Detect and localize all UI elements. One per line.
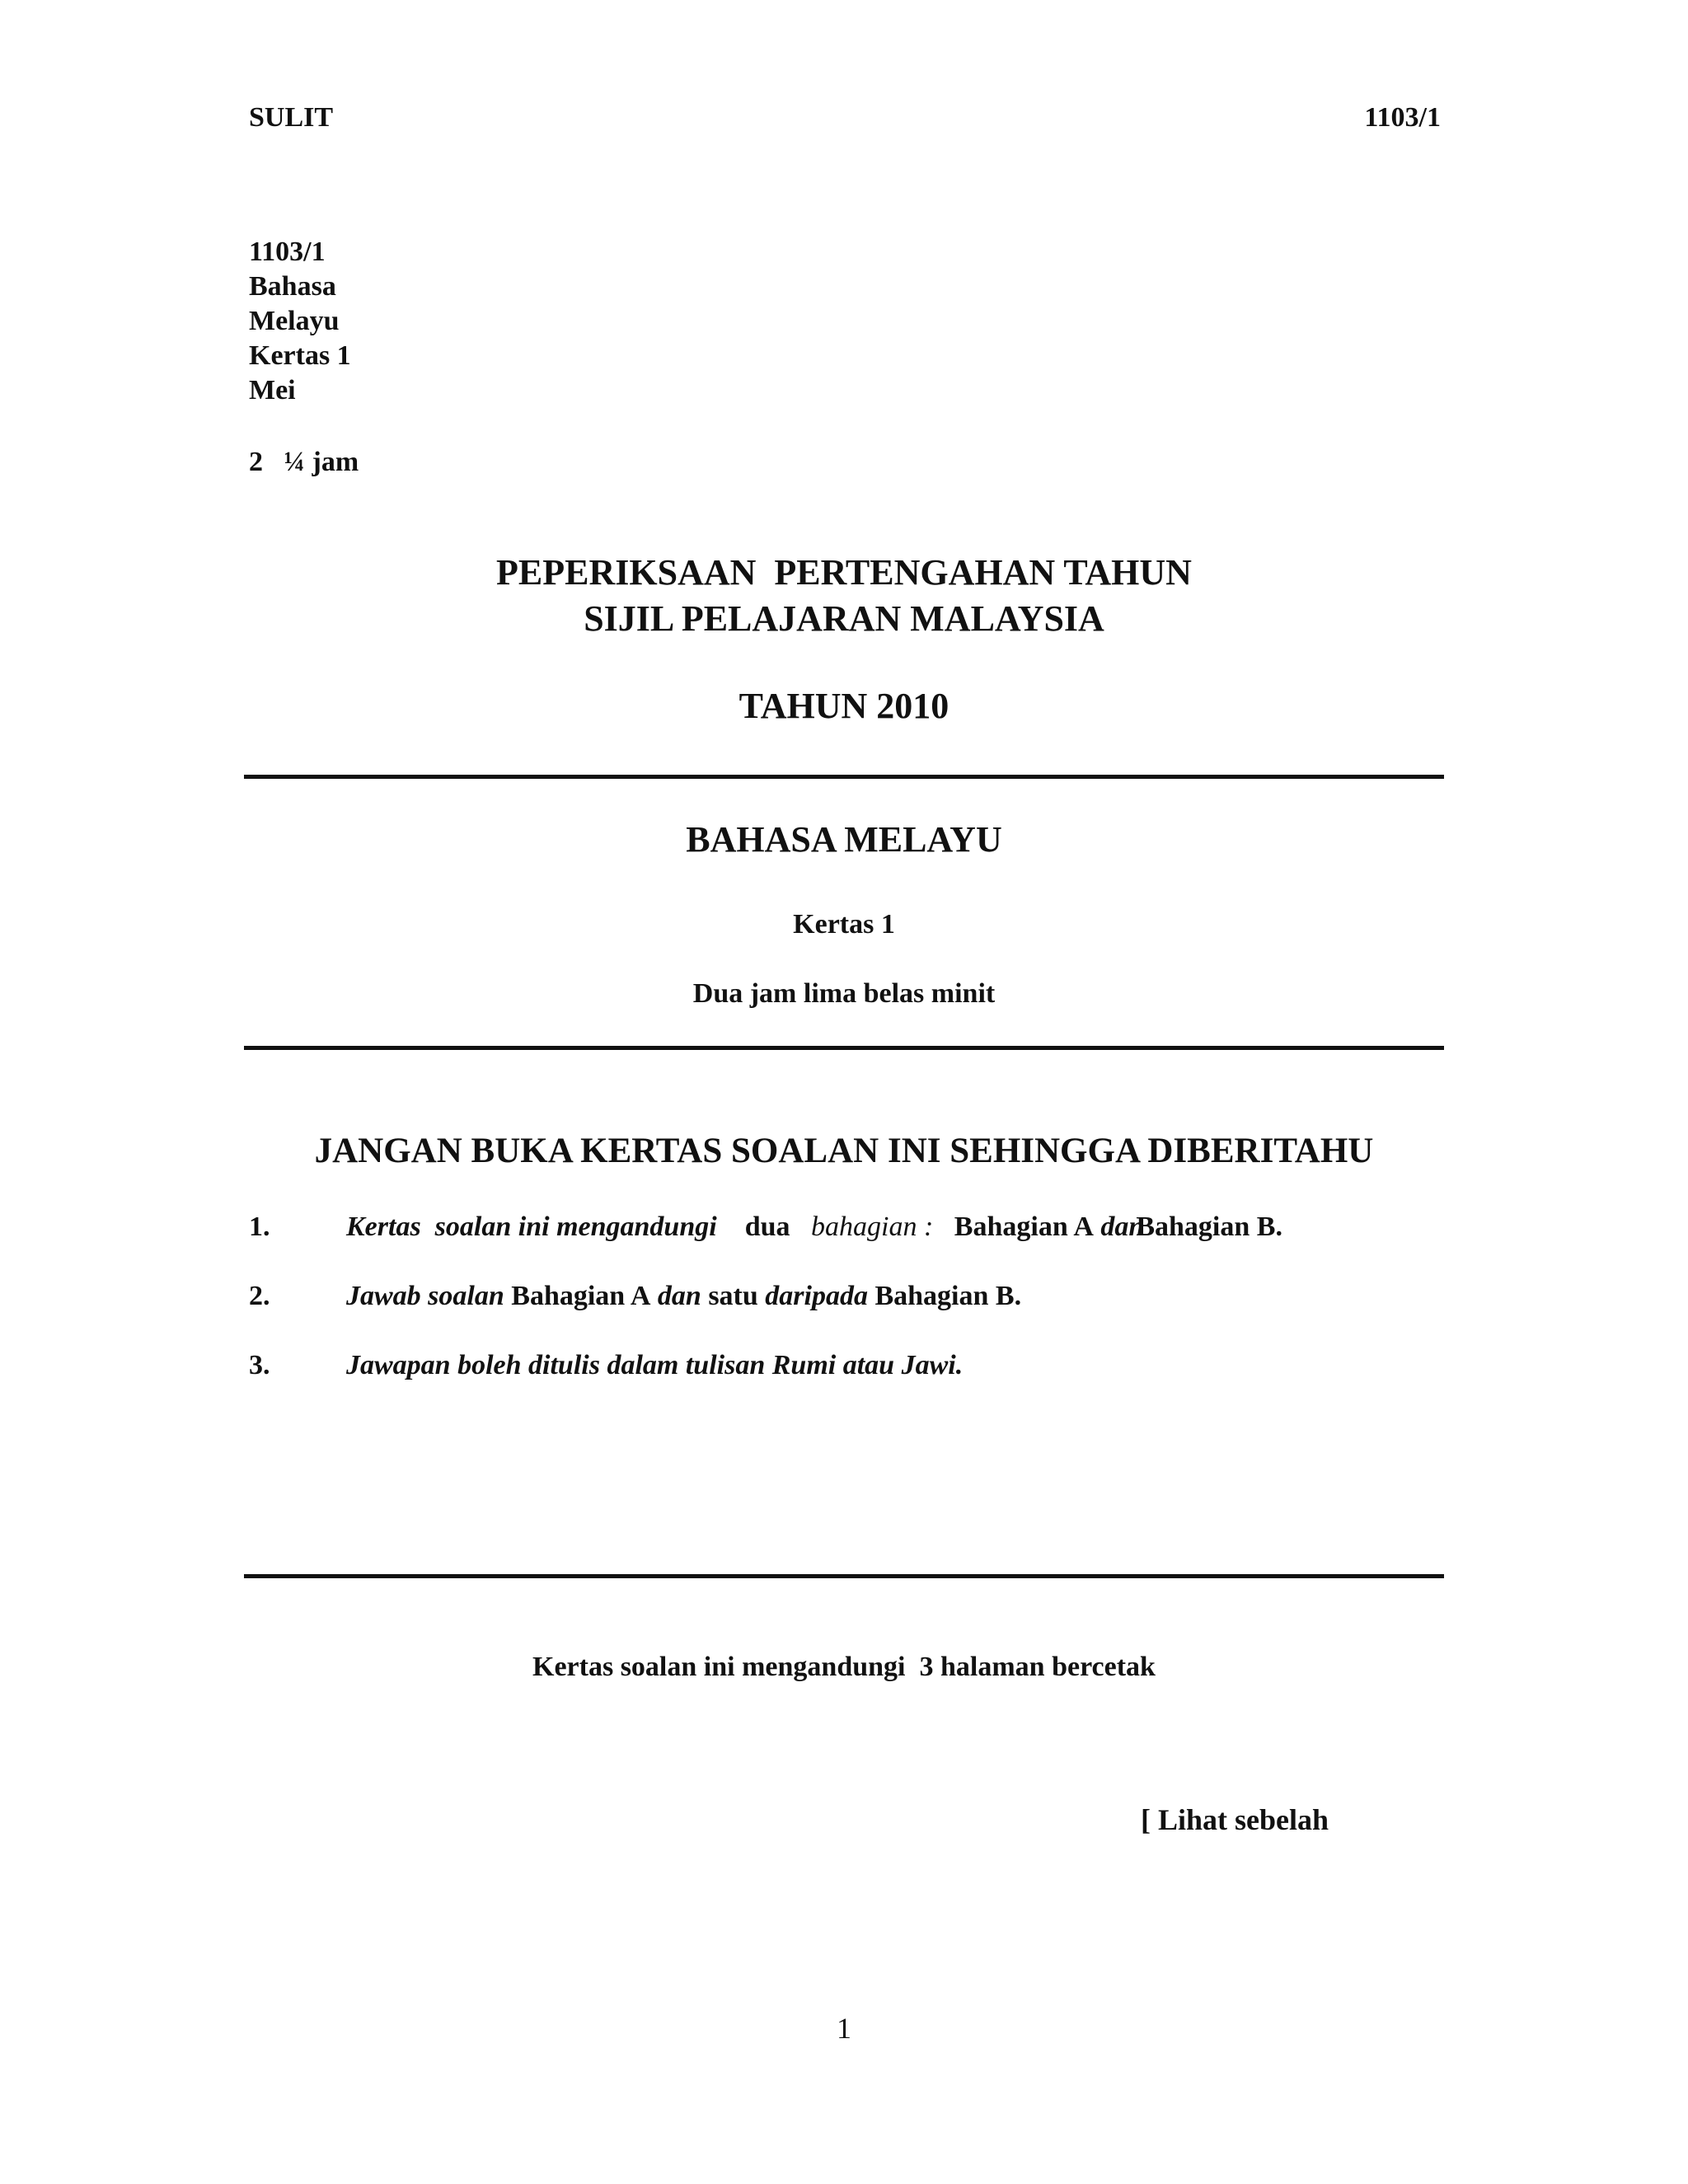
instruction-number: 3.: [249, 1350, 270, 1380]
instruction-text: Bahagian B.: [874, 1281, 1022, 1311]
instruction-item: [249, 1348, 963, 1383]
page-number: 1: [837, 2012, 851, 2045]
exam-title: PEPERIKSAAN PERTENGAHAN TAHUN: [496, 552, 1192, 593]
instruction-text: dua: [744, 1212, 790, 1242]
instruction-text: daripada: [765, 1281, 868, 1311]
subject-block-line: Melayu: [249, 306, 340, 336]
instruction-text: Bahagian A: [954, 1212, 1094, 1242]
instruction-text: Jawab soalan: [346, 1281, 504, 1311]
instruction-text: satu: [708, 1281, 758, 1311]
subject-block-line: Bahasa: [249, 271, 336, 302]
instruction-text: dan: [1100, 1212, 1145, 1242]
instruction-text: Kertas soalan ini mengandungi: [346, 1212, 717, 1242]
instruction-text: dan: [657, 1281, 701, 1311]
instruction-text: bahagian :: [811, 1212, 934, 1242]
subject-block-line: 1103/1: [249, 237, 326, 267]
instruction-text: Bahagian A: [511, 1281, 651, 1311]
instruction-number: 2.: [249, 1281, 270, 1311]
paper-code: 1103/1: [1364, 102, 1441, 133]
duration-long: Dua jam lima belas minit: [692, 978, 996, 1009]
subject-block: [249, 235, 351, 408]
subject-block-line: Kertas 1: [249, 340, 351, 371]
pages-note: Kertas soalan ini mengandungi 3 halaman bercetak: [532, 1652, 1156, 1682]
certificate-title: SIJIL PELAJARAN MALAYSIA: [584, 598, 1104, 639]
subject-title: BAHASA MELAYU: [686, 819, 1002, 860]
exam-year: TAHUN 2010: [738, 686, 950, 726]
instruction-item: [249, 1279, 1021, 1314]
divider-line: [244, 1574, 1444, 1578]
paper-label: Kertas 1: [793, 909, 895, 940]
subject-block-line: Mei: [249, 375, 296, 405]
instruction-text: Jawapan boleh ditulis dalam tulisan Rumi atau Jawi.: [346, 1350, 964, 1380]
classification-label: SULIT: [249, 102, 334, 133]
instruction-number: 1.: [249, 1212, 270, 1242]
instruction-text: Bahagian B.: [1136, 1212, 1282, 1242]
turn-over-note: [ Lihat sebelah: [1141, 1803, 1329, 1836]
divider-line: [244, 1046, 1444, 1050]
instruction-item: [249, 1210, 1282, 1244]
warning-heading: JANGAN BUKA KERTAS SOALAN INI SEHINGGA DIBERITAHU: [314, 1132, 1374, 1170]
duration-short: 2 ¼ jam: [249, 447, 359, 477]
divider-line: [244, 775, 1444, 779]
